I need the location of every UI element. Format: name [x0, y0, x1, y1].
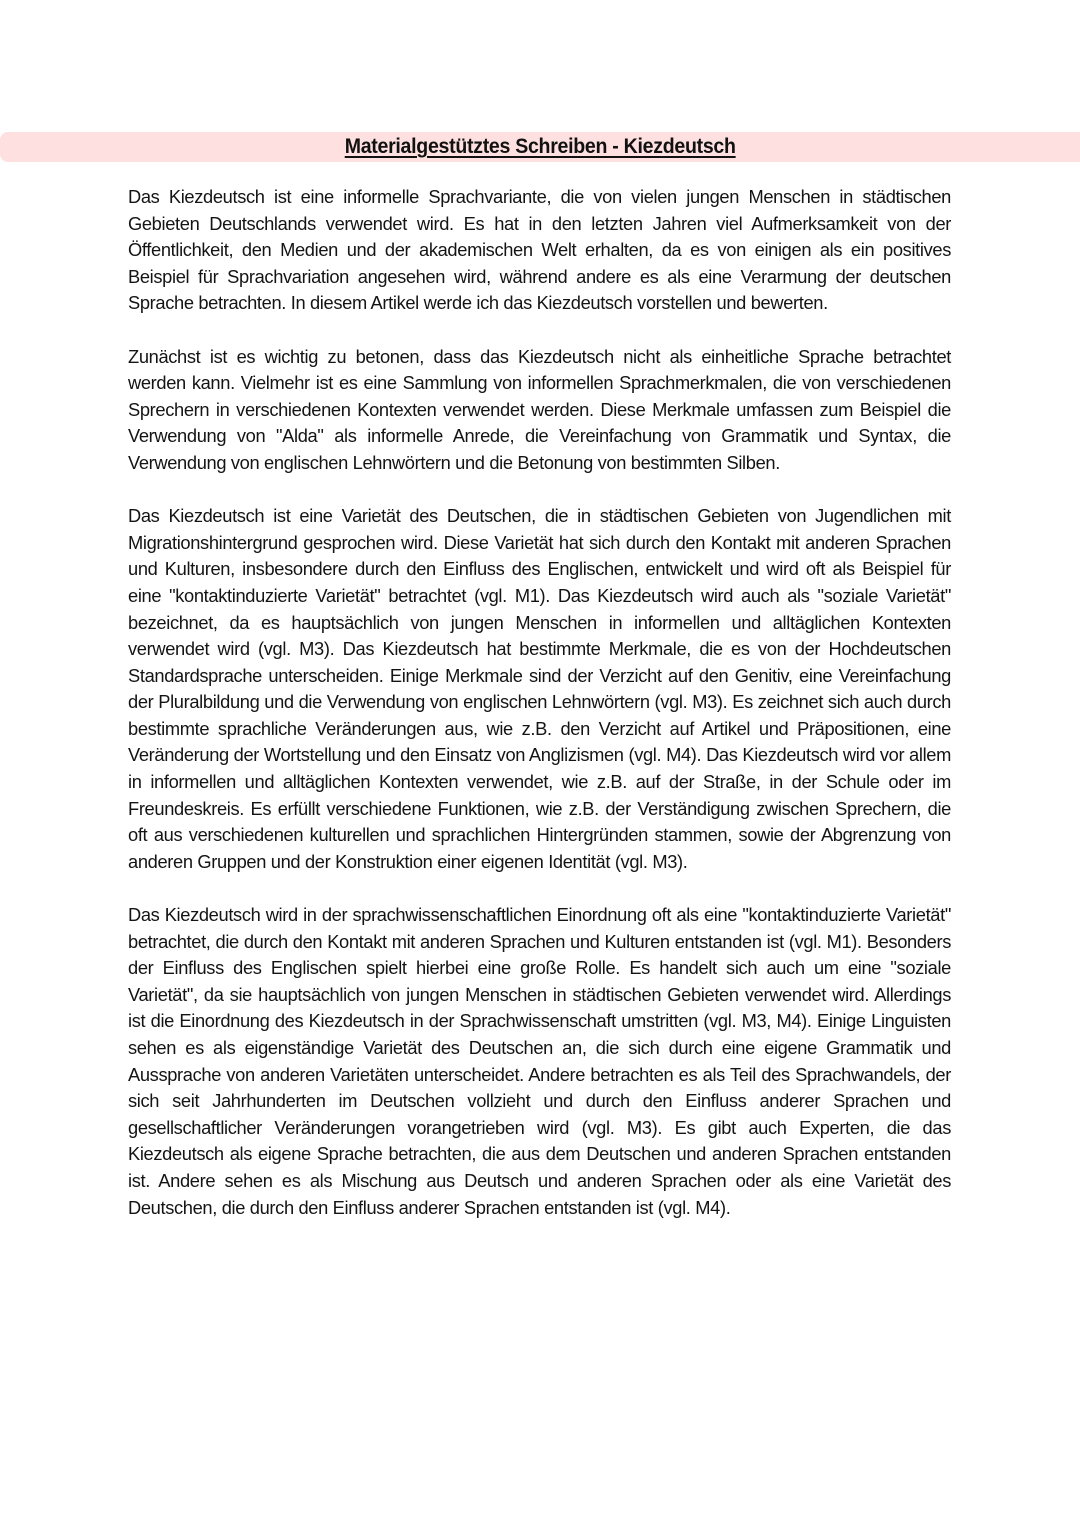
title-banner [0, 132, 1080, 162]
document-body [128, 184, 951, 1248]
document-title: Materialgestütztes Schreiben - Kiezdeutsch [344, 135, 736, 158]
paragraph-introduction: Das Kiezdeutsch ist eine informelle Sprachvariante, die von vielen jungen Menschen in städtischen Gebieten Deutschlands verwendet wird. Es hat in den letzten Jahren viel Aufmerksamkeit von der Öffentlichkeit, den Medien und der akademischen Welt erhalten, da es von einigen als ein positives Beispiel für Sprachvariation angesehen wird, während andere es als eine Verarmung der deutschen Sprache betrachten. In diesem Artikel werde ich das Kiezdeutsch vorstellen und bewerten. [128, 186, 951, 314]
paragraph-linguistic-classification: Das Kiezdeutsch wird in der sprachwissenschaftlichen Einordnung oft als eine "kontaktinduzierte Varietät" betrachtet, die durch den Kontakt mit anderen Sprachen und Kulturen entstanden ist (vgl. M1). Besonders der Einfluss des Englischen spielt hierbei eine große Rolle. Es handelt sich auch um eine "soziale Varietät", da sie hauptsächlich von jungen Menschen in städtischen Gebieten verwendet wird. Allerdings ist die Einordnung des Kiezdeutsch in der Sprachwissenschaft umstritten (vgl. M3, M4). Einige Linguisten sehen es als eigenständige Varietät des Deutschen an, die sich durch eine eigene Grammatik und Aussprache von anderen Varietäten unterscheidet. Andere betrachten es als Teil des Sprachwandels, der sich seit Jahrhunderten im Deutschen vollzieht und durch den Einfluss anderer Sprachen und gesellschaftlicher Veränderungen vorangetrieben wird (vgl. M3). Es gibt auch Experten, die das Kiezdeutsch als eigene Sprache betrachten, die aus dem Deutschen und anderen Sprachen entstanden ist. Andere sehen es als Mischung aus Deutsch und anderen Sprachen oder als eine Varietät des Deutschen, die durch den Einfluss anderer Sprachen entstanden ist (vgl. M4). [128, 904, 951, 1218]
paragraph-features: Zunächst ist es wichtig zu betonen, dass das Kiezdeutsch nicht als einheitliche Sprache betrachtet werden kann. Vielmehr ist es eine Sammlung von informellen Sprachmerkmalen, die von verschiedenen Sprechern in verschiedenen Kontexten verwendet werden. Diese Merkmale umfassen zum Beispiel die Verwendung von "Alda" als informelle Anrede, die Vereinfachung von Grammatik und Syntax, die Verwendung von englischen Lehnwörtern und die Betonung von bestimmten Silben. [128, 345, 951, 473]
paragraph-variety-description: Das Kiezdeutsch ist eine Varietät des Deutschen, die in städtischen Gebieten von Jugendlichen mit Migrationshintergrund gesprochen wird. Diese Varietät hat sich durch den Kontakt mit anderen Sprachen und Kulturen, insbesondere durch den Einfluss des Englischen, entwickelt und wird oft als Beispiel für eine "kontaktinduzierte Varietät" betrachtet (vgl. M1). Das Kiezdeutsch wird auch als "soziale Varietät" bezeichnet, da es hauptsächlich von jungen Menschen in informellen und alltäglichen Kontexten verwendet wird (vgl. M3). Das Kiezdeutsch hat bestimmte Merkmale, die es von der Hochdeutschen Standardsprache unterscheiden. Einige Merkmale sind der Verzicht auf den Genitiv, eine Vereinfachung der Pluralbildung und die Verwendung von englischen Lehnwörtern (vgl. M3). Es zeichnet sich auch durch bestimmte sprachliche Veränderungen aus, wie z.B. den Verzicht auf Artikel und Präpositionen, eine Veränderung der Wortstellung und den Einsatz von Anglizismen (vgl. M4). Das Kiezdeutsch wird vor allem in informellen und alltäglichen Kontexten verwendet, wie z.B. auf der Straße, in der Schule oder im Freundeskreis. Es erfüllt verschiedene Funktionen, wie z.B. der Verständigung zwischen Sprechern, die oft aus verschiedenen kulturellen und sprachlichen Hintergründen stammen, sowie der Abgrenzung von anderen Gruppen und der Konstruktion einer eigenen Identität (vgl. M3). [128, 505, 951, 872]
